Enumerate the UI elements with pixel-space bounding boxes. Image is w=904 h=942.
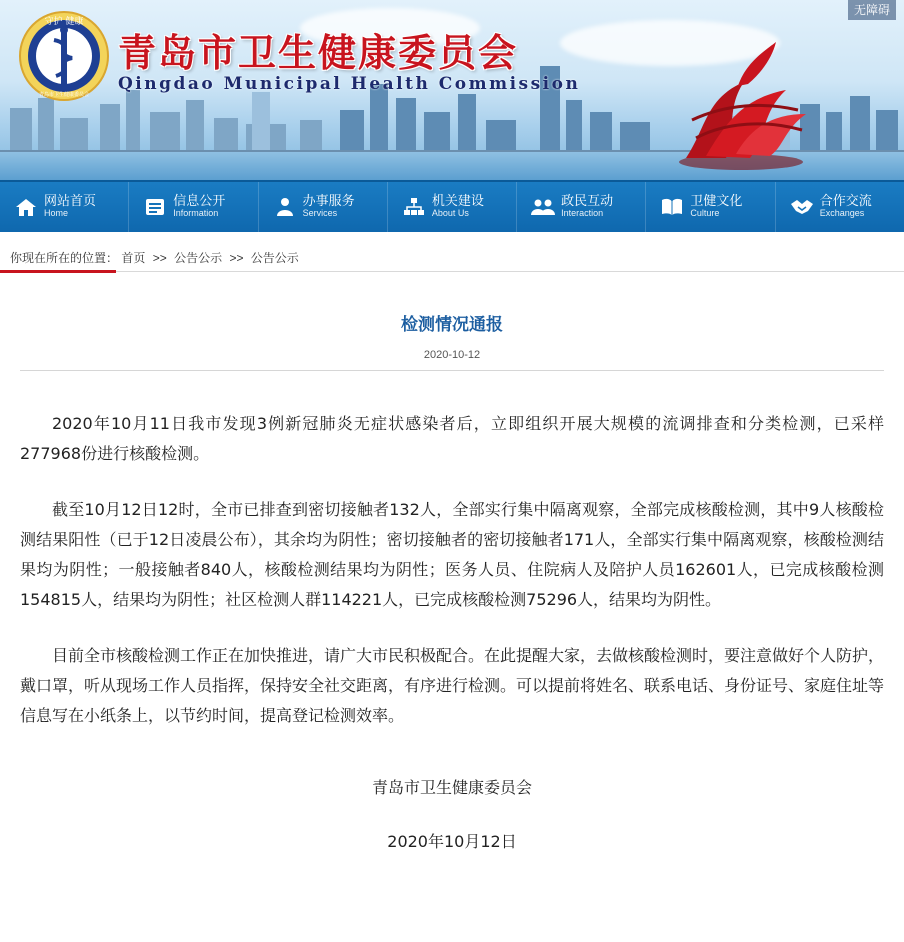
nav-item-home[interactable]	[0, 182, 129, 232]
nav-label-en: Information	[173, 208, 219, 219]
info-list-icon	[143, 195, 167, 219]
person-icon	[273, 195, 297, 219]
home-icon	[14, 195, 38, 219]
article-date: 2020-10-12	[423, 349, 481, 361]
nav-label-en: Services	[302, 208, 338, 219]
nav-label-en: About Us	[431, 208, 469, 219]
nav-label-en: Exchanges	[819, 208, 865, 219]
nav-label: 政民互动	[561, 193, 614, 209]
nav-label: 合作交流	[819, 193, 872, 209]
accessibility-link[interactable]: 无障碍	[848, 0, 896, 20]
may-fourth-sculpture-image	[666, 38, 816, 174]
article-body	[0, 409, 904, 857]
handshake-icon	[790, 195, 814, 219]
breadcrumb-accent-bar	[0, 270, 116, 273]
article-paragraph: 目前全市核酸检测工作正在加快推进，请广大市民积极配合。在此提醒大家，去做核酸检测时，要注意做好个人防护，戴口罩，听从现场工作人员指挥，保持安全社交距离，有序进行检测。可以提前将姓名、联系电话、身份证号、家庭住址等信息写在小纸条上，以节约时间，提高登记检测效率。	[20, 646, 885, 725]
article-paragraph: 截至10月12日12时，全市已排查到密切接触者132人，全部实行集中隔离观察，全部完成核酸检测，其中9人核酸检测结果阳性（已于12日凌晨公布），其余均为阴性；密切接触者的密切接触者171人，全部实行集中隔离观察，核酸检测结果均为阴性；一般接触者840人，核酸检测结果均为阴性；医务人员、住院病人及陪护人员162601人，已完成核酸检测154815人，结果均为阴性；社区检测人群114221人，已完成核酸检测75296人，结果均为阴性。	[20, 500, 884, 609]
breadcrumb-link-announcements[interactable]: 公告公示	[174, 251, 223, 265]
nav-label: 信息公开	[173, 193, 226, 209]
nav-item-exchanges[interactable]	[776, 182, 904, 232]
breadcrumb-link-announcements-current[interactable]: 公告公示	[250, 251, 299, 265]
signature-organization: 青岛市卫生健康委员会	[371, 778, 532, 797]
article	[0, 310, 904, 857]
article-divider	[20, 370, 884, 371]
nav-label: 网站首页	[44, 193, 97, 209]
nav-item-culture[interactable]	[646, 182, 775, 232]
nav-label-en: Home	[44, 208, 69, 219]
nav-item-interaction[interactable]	[517, 182, 646, 232]
people-icon	[531, 195, 555, 219]
nav-item-information[interactable]	[129, 182, 258, 232]
site-title: 青岛市卫生健康委员会	[118, 30, 519, 75]
org-chart-icon	[402, 195, 426, 219]
breadcrumb-separator: >>	[152, 251, 167, 265]
commission-emblem-logo	[18, 10, 110, 102]
breadcrumb-prefix: 你现在所在的位置：	[10, 251, 119, 265]
nav-label: 办事服务	[302, 193, 355, 209]
breadcrumb-separator: >>	[229, 251, 244, 265]
site-subtitle: Qingdao Municipal Health Commission	[118, 74, 581, 94]
breadcrumb-link-home[interactable]: 首页	[121, 251, 146, 265]
nav-label: 机关建设	[431, 193, 484, 209]
article-paragraph: 2020年10月11日我市发现3例新冠肺炎无症状感染者后，立即组织开展大规模的流调排查和分类检测，已采样277968份进行核酸检测。	[20, 414, 884, 463]
article-title: 检测情况通报	[401, 315, 503, 335]
main-nav	[0, 180, 904, 232]
nav-label: 卫健文化	[690, 193, 743, 209]
emblem-bottom-text: 青岛市卫生健康委员会	[38, 92, 90, 98]
nav-label-en: Interaction	[561, 208, 604, 219]
nav-label-en: Culture	[690, 208, 720, 219]
emblem-top-text: 守护 健康	[44, 17, 84, 27]
breadcrumb	[0, 246, 904, 272]
nav-item-about-us[interactable]	[388, 182, 517, 232]
book-icon	[660, 195, 684, 219]
signature-date: 2020年10月12日	[387, 832, 517, 851]
site-banner	[0, 0, 904, 180]
nav-item-services[interactable]	[259, 182, 388, 232]
